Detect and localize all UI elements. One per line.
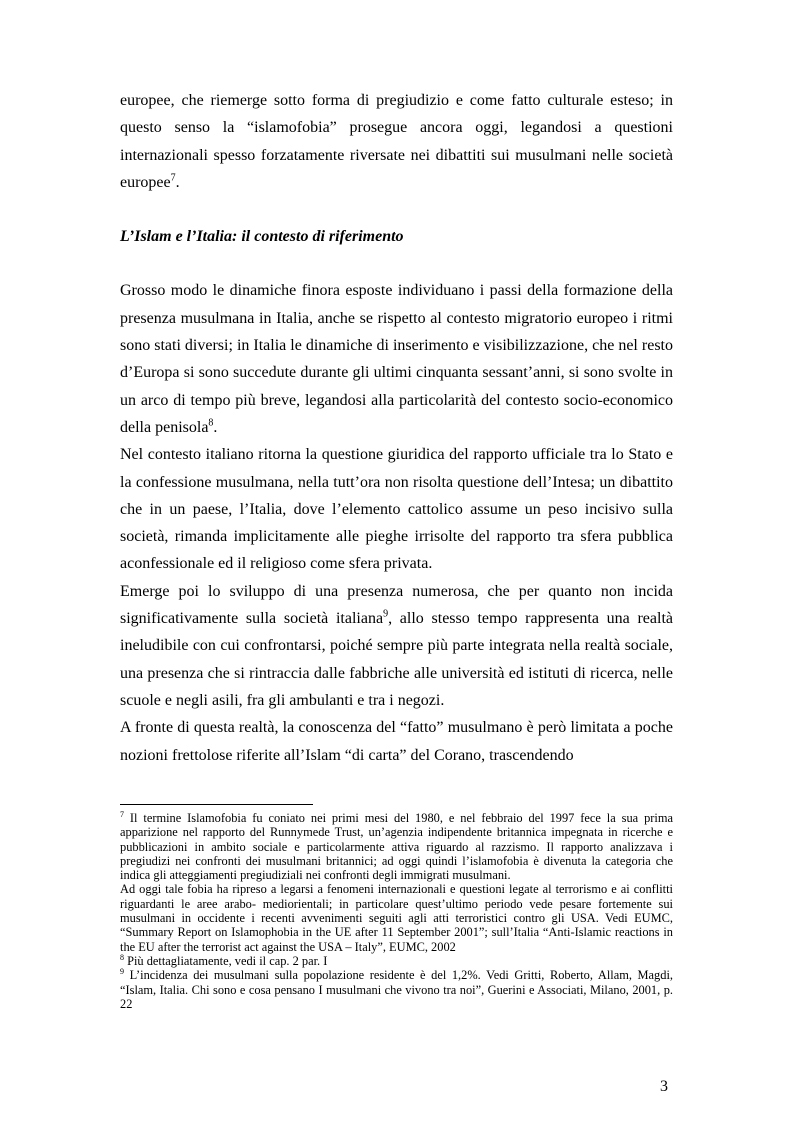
paragraph: A fronte di questa realtà, la conoscenza del “fatto” musulmano è però limitata a poche nozioni frettolose riferite all’Islam “di carta” del Corano, trascendendo bbox=[120, 719, 673, 764]
footnote-ref-7[interactable]: 7 bbox=[170, 172, 176, 184]
paragraph-continuation: europee, che riemerge sotto forma di pregiudizio e come fatto culturale esteso; in questo senso la “islamofobia” prosegue ancora oggi, legandosi a questioni internazionali spesso forzatamente riversate nei dibattiti sui musulmani nelle società europee$^7$. bbox=[120, 92, 673, 191]
footnotes bbox=[120, 811, 673, 1011]
footnote-ref-9[interactable]: 9 bbox=[383, 608, 389, 620]
footnote-7-continued: Ad oggi tale fobia ha ripreso a legarsi a fenomeni internazionali e questioni legate al terrorismo e ai conflitti riguardanti le aree arabo- mediorientali; in particolare quest’ultimo periodo vede pesare fortemente sui musulmani in occidente i recenti avvenimenti seguiti agli atti terroristici contro gli USA. Vedi EUMC, “Summary Report on Islamophobia in the UE after 11 September 2001”; sull’Italia “Anti-Islamic reactions in the EU after the terrorist act against the USA – Italy”, EUMC, 2002 bbox=[120, 882, 673, 954]
footnote-8: $^8$ Più dettagliatamente, vedi il cap. 2 par. I bbox=[120, 952, 328, 968]
body-text bbox=[120, 87, 673, 769]
paragraph: Grosso modo le dinamiche finora esposte individuano i passi della formazione della presenza musulmana in Italia, anche se rispetto al contesto migratorio europeo i ritmi sono stati diversi; in Italia le dinamiche di inserimento e visibilizzazione, che nel resto d’Europa si sono succedute durante gli ultimi cinquanta sessant’anni, si sono svolte in un arco di tempo più breve, legandosi alla particolarità del contesto socio-economico della penisola$^8$. bbox=[120, 282, 673, 436]
footnote-separator bbox=[120, 804, 313, 805]
section-heading: L’Islam e l’Italia: il contesto di riferimento bbox=[120, 228, 404, 246]
paragraph: Emerge poi lo sviluppo di una presenza numerosa, che per quanto non incida significativamente sulla società italiana$^9$, allo stesso tempo rappresenta una realtà ineludibile con cui confrontarsi, poiché sempre più parte integrata nella realtà sociale, una presenza che si rintraccia dalle fabbriche alle università ed istituti di ricerca, nelle scuole e negli asili, fra gli ambulanti e tra i negozi. bbox=[120, 582, 673, 709]
page-number: 3 bbox=[660, 1078, 668, 1095]
footnote-9: $^9$ L’incidenza dei musulmani sulla popolazione residente è del 1,2%. Vedi Gritti, Roberto, Allam, Magdi, “Islam, Italia. Chi sono e cosa pensano I musulmani che vivono tra noi”, Guerini e Associati, Milano, 2001, p. 22 bbox=[120, 967, 673, 1011]
footnote-ref-8[interactable]: 8 bbox=[208, 417, 214, 429]
footnote-7: $^7$ Il termine Islamofobia fu coniato nei primi mesi del 1980, e nel febbraio del 1997 fece la sua prima apparizione nel rapporto del Runnymede Trust, un’agenzia indipendente britannica impegnata in ricerche e pubblicazioni in ambito sociale e particolarmente attiva riguardo al razzismo. Il rapporto analizzava i pregiudizi nei confronti dei musulmani britannici; ad oggi quindi l’islamofobia è divenuta la categoria che indica gli atteggiamenti pregiudiziali nei confronti degli immigrati musulmani. bbox=[120, 809, 673, 883]
paragraph: Nel contesto italiano ritorna la questione giuridica del rapporto ufficiale tra lo Stato e la confessione musulmana, nella tutt’ora non risolta questione dell’Intesa; un dibattito che in un paese, l’Italia, dove l’elemento cattolico assume un peso incisivo sulla società, rimanda implicitamente alle pieghe irrisolte del rapporto tra sfera pubblica aconfessionale ed il religioso come sfera privata. bbox=[120, 446, 673, 573]
